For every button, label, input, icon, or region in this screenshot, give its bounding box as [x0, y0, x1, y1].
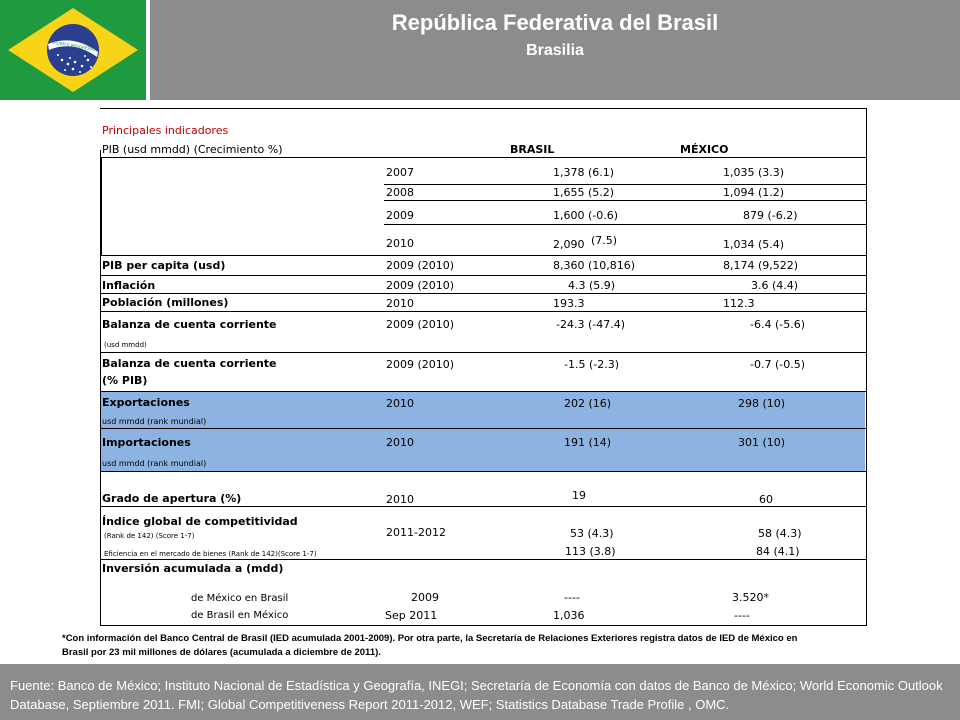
importaciones-brasil: 191 (14) — [564, 436, 612, 449]
balanza-pib-period: 2009 (2010) — [386, 358, 455, 371]
inversion-row2-brasil: 1,036 — [553, 609, 585, 622]
rule — [100, 255, 866, 256]
balanza-pib-mexico: -0.7 (-0.5) — [750, 358, 806, 371]
inflacion-brasil: 4.3 (5.9) — [568, 279, 616, 292]
inversion-row2-period: Sep 2011 — [385, 609, 438, 622]
footer-bar — [0, 664, 960, 720]
page-title: República Federativa del Brasil — [391, 10, 719, 35]
exportaciones-label: Exportaciones — [102, 396, 190, 409]
pib-brasil: 1,378 (6.1) — [553, 166, 615, 179]
importaciones-mexico: 301 (10) — [738, 436, 786, 449]
rule — [384, 200, 866, 201]
pib-mexico: 1,035 (3.3) — [723, 166, 785, 179]
balanza-mexico: -6.4 (-5.6) — [750, 318, 806, 331]
competitividad-sub: (Rank de 142) (Score 1-7) — [104, 532, 195, 540]
balanza-brasil: -24.3 (-47.4) — [556, 318, 626, 331]
pib-year: 2010 — [386, 237, 414, 250]
competitividad-label: Índice global de competitividad — [102, 515, 298, 528]
pib-brasil: 1,600 (-0.6) — [553, 209, 619, 222]
balanza-pib-brasil: -1.5 (-2.3) — [564, 358, 620, 371]
inversion-row1-mexico: 3.520* — [732, 591, 769, 604]
apertura-mexico: 60 — [759, 493, 773, 506]
eficiencia-mexico: 84 (4.1) — [756, 545, 800, 558]
apertura-period: 2010 — [386, 493, 414, 506]
rule — [100, 352, 866, 353]
eficiencia-sub: Eficiencia en el mercado de bienes (Rank de 142)(Score 1-7) — [104, 550, 317, 558]
pib-brasil-growth: (7.5) — [591, 234, 618, 247]
table-bottom-border — [100, 625, 866, 626]
pib-year: 2008 — [386, 186, 414, 199]
competitividad-mexico: 58 (4.3) — [758, 527, 802, 540]
rule — [384, 224, 866, 225]
pibpc-brasil: 8,360 (10,816) — [553, 259, 636, 272]
column-header-brasil: BRASIL — [510, 143, 555, 156]
exportaciones-period: 2010 — [386, 397, 414, 410]
pibpc-period: 2009 (2010) — [386, 259, 455, 272]
rule — [100, 311, 866, 312]
rule — [100, 559, 866, 560]
section-title: Principales indicadores — [102, 124, 229, 137]
pibpc-mexico: 8,174 (9,522) — [723, 259, 799, 272]
poblacion-mexico: 112.3 — [723, 297, 755, 310]
balanza-pib-sublabel: (% PIB) — [102, 374, 148, 387]
balanza-pib-label: Balanza de cuenta corriente — [102, 357, 277, 370]
table-top-border — [100, 108, 866, 109]
importaciones-sub: usd mmdd (rank mundial) — [102, 459, 207, 468]
column-header-mexico: MÉXICO — [680, 143, 729, 156]
pib-block-border — [101, 158, 102, 255]
inflacion-label: Inflación — [102, 279, 156, 292]
apertura-label: Grado de apertura (%) — [102, 492, 242, 505]
inversion-row2-mexico: ---- — [734, 609, 750, 622]
flag-motto: ORDEM E PROGRESSO — [50, 39, 96, 52]
exportaciones-mexico: 298 (10) — [738, 397, 786, 410]
inversion-row1-label: de México en Brasil — [191, 593, 289, 604]
pib-mexico: 879 (-6.2) — [743, 209, 798, 222]
importaciones-period: 2010 — [386, 436, 414, 449]
poblacion-period: 2010 — [386, 297, 414, 310]
inversion-row1-brasil: ---- — [564, 591, 580, 604]
inversion-row2-label: de Brasil en México — [191, 610, 289, 621]
inflacion-mexico: 3.6 (4.4) — [751, 279, 799, 292]
apertura-brasil: 19 — [572, 489, 586, 502]
rule — [100, 428, 866, 429]
exportaciones-sub: usd mmdd (rank mundial) — [102, 417, 207, 426]
page-subtitle: Brasilia — [526, 42, 584, 59]
balanza-period: 2009 (2010) — [386, 318, 455, 331]
importaciones-label: Importaciones — [102, 436, 191, 449]
indicators-table — [100, 108, 867, 626]
pib-year: 2009 — [386, 209, 414, 222]
rule — [100, 275, 866, 276]
pibpc-label: PIB per capita (usd) — [102, 259, 226, 272]
balanza-sub: (usd mmdd) — [104, 341, 147, 349]
pib-brasil: 2,090 — [553, 238, 585, 251]
flag-container — [0, 0, 146, 100]
inversion-label: Inversión acumulada a (mdd) — [102, 562, 284, 575]
inversion-row1-period: 2009 — [411, 591, 439, 604]
pib-brasil: 1,655 (5.2) — [553, 186, 615, 199]
source-text: Fuente: Banco de México; Instituto Nacional de Estadística y Geografía, INEGI; Secretaría de Economía con datos de Banco de México; World Economic Outlook Database, Septiembre 2011. FMI; Global Competitiveness Report 2011-2012, WEF; Statistics Database Trade Profile , OMC. — [10, 678, 943, 712]
competitividad-brasil: 53 (4.3) — [570, 527, 614, 540]
inflacion-period: 2009 (2010) — [386, 279, 455, 292]
footnote: *Con información del Banco Central de Brasil (IED acumulada 2001-2009). Por otra parte, la Secretaría de Relaciones Exteriores registra datos de IED de México en Brasil por 23 mil millones de dólares (acumulada a diciembre de 2011). — [62, 633, 798, 658]
brazil-flag-icon — [0, 0, 146, 100]
rule — [100, 471, 866, 472]
rule — [100, 506, 866, 507]
poblacion-brasil: 193.3 — [553, 297, 585, 310]
balanza-label: Balanza de cuenta corriente — [102, 318, 277, 331]
poblacion-label: Población (millones) — [102, 296, 229, 309]
exportaciones-brasil: 202 (16) — [564, 397, 612, 410]
eficiencia-brasil: 113 (3.8) — [565, 545, 616, 558]
competitividad-period: 2011-2012 — [386, 526, 446, 539]
pib-year: 2007 — [386, 166, 414, 179]
pib-label: PIB (usd mmdd) (Crecimiento %) — [102, 143, 283, 156]
pib-mexico: 1,094 (1.2) — [723, 186, 785, 199]
rule — [100, 391, 866, 392]
rule — [384, 184, 866, 185]
pib-mexico: 1,034 (5.4) — [723, 238, 785, 251]
header-bar — [0, 0, 960, 100]
rule — [100, 293, 866, 294]
rule — [100, 157, 866, 158]
